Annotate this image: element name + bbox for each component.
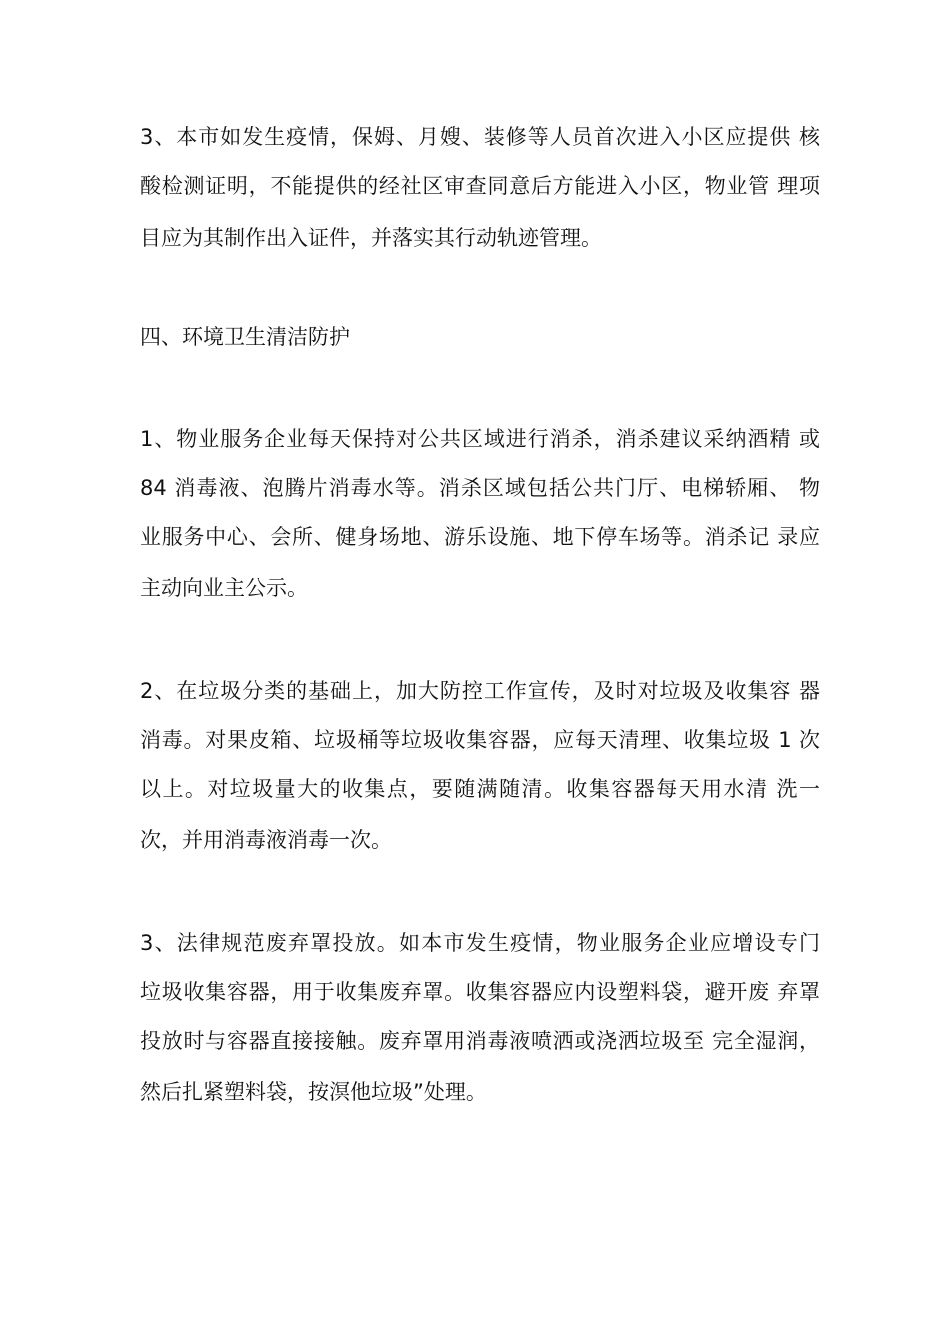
paragraph-3-line-1: 2、在垃圾分类的基础上，加大防控工作宣传，及时对垃圾及收集容 器 (140, 679, 820, 703)
paragraph-1-line-3: 目应为其制作出入证件，并落实其行动轨迹管理。 (140, 226, 602, 250)
paragraph-4-line-1: 3、法律规范废弃罩投放。如本市发生疫情，物业服务企业应增设专门 (140, 931, 820, 955)
paragraph-3-line-3: 以上。对垃圾量大的收集点，要随满随清。收集容器每天用水清 洗一 (140, 777, 820, 801)
paragraph-4-line-3: 投放时与容器直接接触。废弃罩用消毒液喷洒或浇洒垃圾至 完全湿润， (140, 1029, 820, 1053)
paragraph-2-line-3: 业服务中心、会所、健身场地、游乐设施、地下停车场等。消杀记 录应 (140, 525, 820, 549)
paragraph-3-line-4: 次，并用消毒液消毒一次。 (140, 828, 392, 852)
section-heading: 四、环境卫生清洁防护 (140, 325, 350, 349)
paragraph-2-line-1: 1、物业服务企业每天保持对公共区域进行消杀，消杀建议采纳酒精 或 (140, 427, 820, 451)
paragraph-2-line-4: 主动向业主公示。 (140, 576, 308, 600)
paragraph-1-line-2: 酸检测证明，不能提供的经社区审查同意后方能进入小区，物业管 理项 (140, 174, 820, 198)
paragraph-3-line-2: 消毒。对果皮箱、垃圾桶等垃圾收集容器，应每天清理、收集垃圾 1 次 (140, 728, 820, 752)
paragraph-1-line-1: 3、本市如发生疫情，保姆、月嫂、装修等人员首次进入小区应提供 核 (140, 125, 820, 149)
paragraph-4-line-4: 然后扎紧塑料袋，按溟他垃圾”处理。 (140, 1080, 487, 1104)
paragraph-2-line-2: 84 消毒液、泡腾片消毒水等。消杀区域包括公共门厅、电梯轿厢、 物 (140, 476, 820, 500)
paragraph-4-line-2: 垃圾收集容器，用于收集废弃罩。收集容器应内设塑料袋，避开废 弃罩 (140, 980, 820, 1004)
